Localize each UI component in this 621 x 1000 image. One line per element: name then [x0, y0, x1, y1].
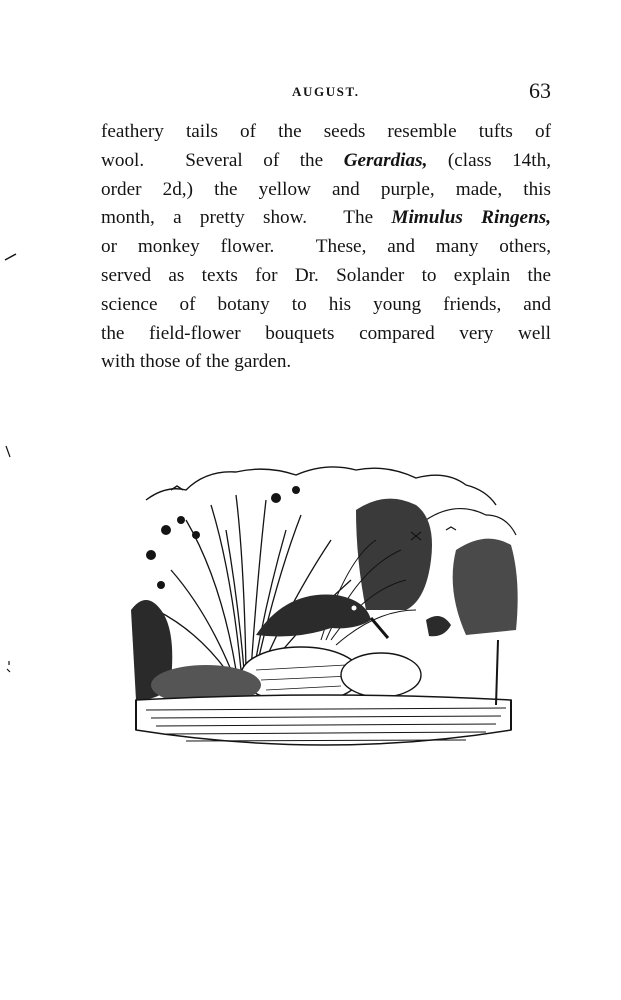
text-run: science of botany to his young friends, and: [101, 293, 551, 315]
text-run: with those of the garden.: [101, 351, 292, 373]
italic-term: Gerardias,: [343, 149, 428, 171]
margin-mark: [4, 252, 18, 262]
text-run: or monkey flower. These, and many others,: [101, 236, 551, 258]
text-line: [101, 176, 551, 205]
text-line: [101, 147, 551, 176]
text-run: wool. Several of the: [101, 149, 344, 171]
text-line: [101, 320, 551, 349]
text-line: [101, 204, 551, 233]
text-line: [101, 348, 551, 377]
text-line: [101, 118, 551, 147]
page-number: 63: [529, 78, 551, 103]
text-run: feathery tails of the seeds resemble tufts of: [101, 121, 551, 142]
kingfisher-engraving-icon: [126, 460, 526, 756]
text-run: order 2d,) the yellow and purple, made, this: [101, 178, 551, 200]
text-line: [101, 262, 551, 291]
text-line: [101, 233, 551, 262]
text-run: month, a pretty show. The: [101, 207, 392, 229]
italic-term: Mimulus Ringens,: [391, 207, 551, 229]
body-paragraph: [101, 118, 551, 377]
text-run: the field-flower bouquets compared very well: [101, 322, 551, 344]
text-run: (class 14th,: [427, 149, 551, 171]
text-line: [101, 291, 551, 320]
running-head: AUGUST.: [292, 84, 360, 99]
text-run: served as texts for Dr. Solander to explain the: [101, 264, 551, 286]
margin-mark: [4, 660, 12, 674]
margin-mark: [4, 445, 12, 459]
